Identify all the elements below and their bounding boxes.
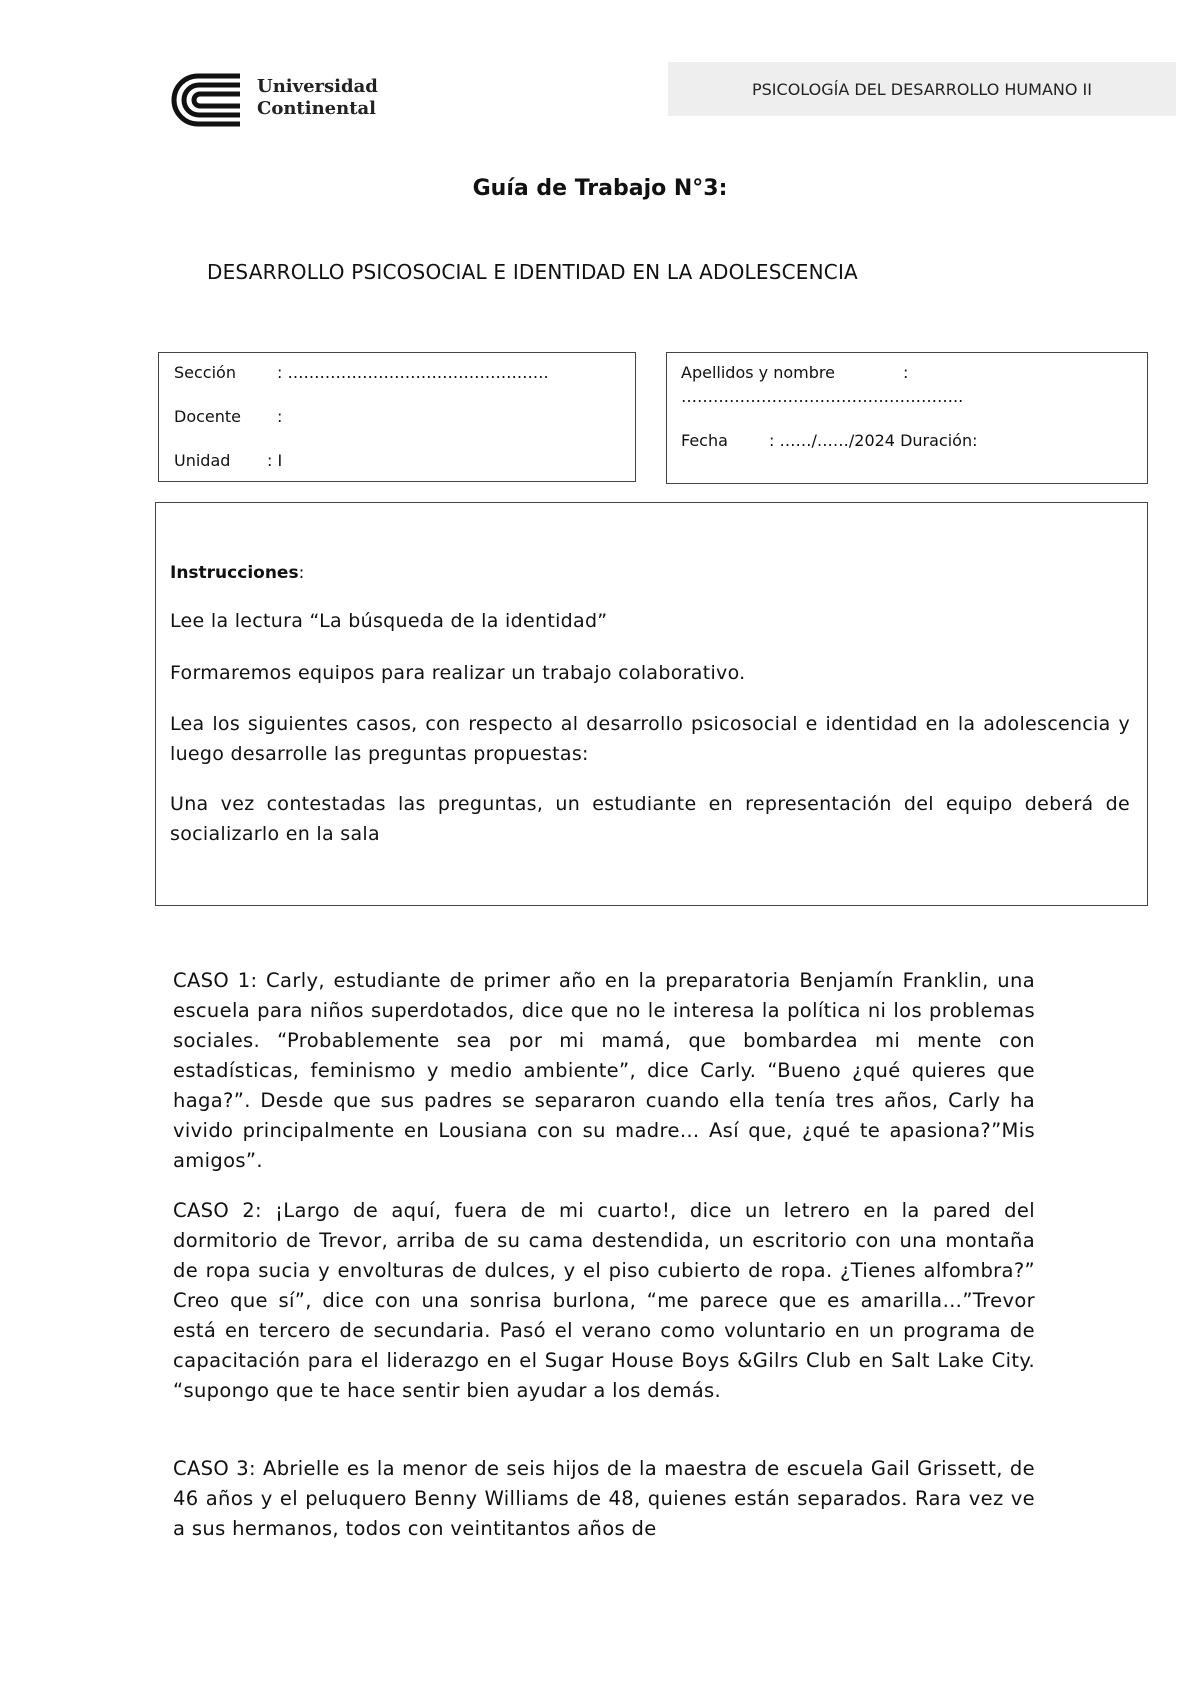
case-2: CASO 2: ¡Largo de aquí, fuera de mi cuarto!, dice un letrero en la pared del dormitorio de Trevor, arriba de su cama destendida, un escritorio con una montaña de ropa sucia y envolturas de dulces, y el piso cubierto de ropa. ¿Tienes alfombra?” Creo que sí”, dice con una sonrisa burlona, “me parece que es amarilla…”Trevor está en tercero de secundaria. Pasó el verano como voluntario en un programa de capacitación para el liderazgo en el Sugar House Boys &Gilrs Club en Salt Lake City. “supongo que te hace sentir bien ayudar a los demás. — [173, 1199, 1035, 1402]
page-title: Guía de Trabajo N°3: — [472, 176, 728, 201]
logo-line-1: Universidad — [257, 76, 378, 97]
course-header — [668, 62, 1176, 116]
nombre-label: Apellidos y nombre — [681, 363, 835, 382]
case-3: CASO 3: Abrielle es la menor de seis hijos de la maestra de escuela Gail Grissett, de 46 años y el peluquero Benny Williams de 48, quienes están separados. Rara vez ve a sus hermanos, todos con veintitantos años de — [173, 1457, 1035, 1540]
course-name: PSICOLOGÍA DEL DESARROLLO HUMANO II — [752, 79, 1092, 99]
nombre-row — [681, 363, 908, 382]
seccion-label: Sección — [174, 363, 236, 382]
fecha-value[interactable]: : ……/……/2024 Duración: — [769, 431, 978, 450]
instructions-heading: Instrucciones: — [170, 563, 305, 583]
fecha-label: Fecha — [681, 431, 728, 450]
unidad-label: Unidad — [174, 451, 231, 470]
unidad-value[interactable]: : I — [267, 451, 283, 470]
university-name — [257, 76, 378, 120]
university-logo — [170, 70, 380, 130]
university-emblem-icon — [170, 72, 246, 128]
instruction-line-3: Lea los siguientes casos, con respecto al desarrollo psicosocial e identidad en la adolescencia y luego desarrolle las preguntas propuestas: — [170, 713, 1130, 765]
docente-label: Docente — [174, 407, 242, 426]
seccion-value[interactable]: : …………………………………………. — [277, 363, 549, 382]
instructions-box — [155, 502, 1148, 906]
instruction-line-1: Lee la lectura “La búsqueda de la identidad” — [170, 610, 608, 632]
case-1: CASO 1: Carly, estudiante de primer año en la preparatoria Benjamín Franklin, una escuela para niños superdotados, dice que no le interesa la política ni los problemas sociales. “Probablemente sea por mi mamá, que bombardea mi mente con estadísticas, feminismo y medio ambiente”, dice Carly. “Bueno ¿qué quieres que haga?”. Desde que sus padres se separaron cuando ella tenía tres años, Carly ha vivido principalmente en Lousiana con su madre… Así que, ¿qué te apasiona?”Mis amigos”. — [173, 969, 1035, 1172]
seccion-row — [174, 363, 549, 382]
instruction-line-4: Una vez contestadas las preguntas, un estudiante en representación del equipo deberá de socializarlo en la sala — [170, 793, 1130, 845]
unidad-row — [174, 451, 282, 470]
logo-line-2: Continental — [257, 98, 377, 119]
fecha-row — [681, 431, 977, 450]
student-info-box-right — [666, 352, 1148, 484]
nombre-value[interactable]: …………………………………………….. — [681, 387, 964, 406]
instruction-line-2: Formaremos equipos para realizar un trabajo colaborativo. — [170, 662, 746, 684]
docente-value[interactable]: : — [277, 407, 283, 426]
docente-row — [174, 407, 282, 426]
nombre-colon: : — [903, 363, 909, 382]
student-info-box-left — [158, 352, 636, 482]
page-subtitle: DESARROLLO PSICOSOCIAL E IDENTIDAD EN LA ADOLESCENCIA — [207, 260, 858, 284]
